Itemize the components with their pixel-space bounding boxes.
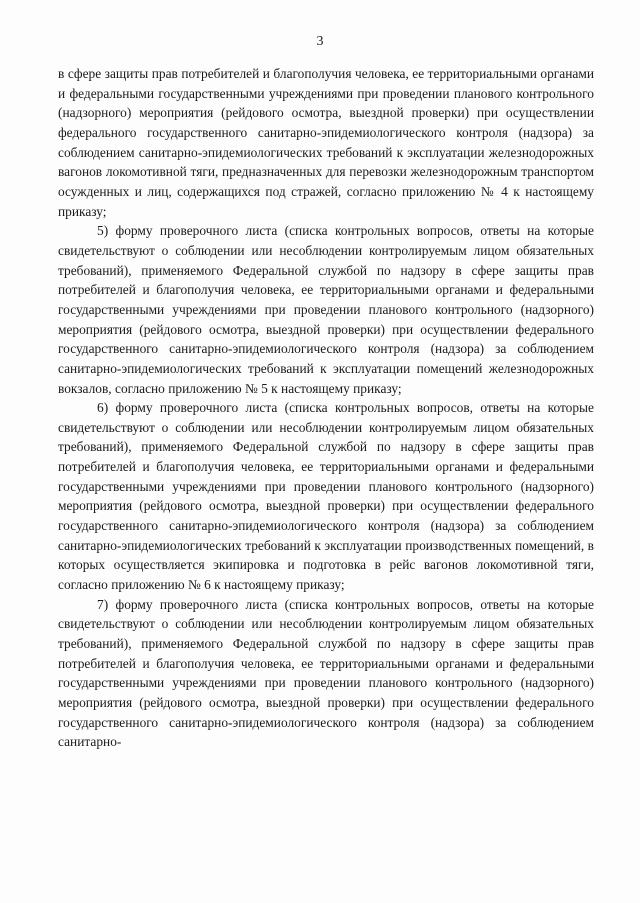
page-number: 3: [316, 34, 324, 49]
paragraph-continuation: в сфере защиты прав потребителей и благополучия человека, ее территориальными органами и федеральными государственными учреждениями при проведении планового контрольного (надзорного) мероприятия (рейдового осмотра, выездной проверки) при осуществлении федерального государственного санитарно-эпидемиологического контроля (надзора) за соблюдением санитарно-эпидемиологических требований к эксплуатации железнодорожных вагонов локомотивной тяги, предназначенных для перевозки железнодорожным транспортом осужденных и лиц, содержащихся под стражей, согласно приложению № 4 к настоящему приказу;: [58, 66, 594, 219]
paragraph-item-7: 7) форму проверочного листа (списка контрольных вопросов, ответы на которые свидетельствуют о соблюдении или несоблюдении контролируемым лицом обязательных требований), применяемого Федеральной службой по надзору в сфере защиты прав потребителей и благополучия человека, ее территориальными органами и федеральными государственными учреждениями при проведении планового контрольного (надзорного) мероприятия (рейдового осмотра, выездной проверки) при осуществлении федерального государственного санитарно-эпидемиологического контроля (надзора) за соблюдением санитарно-: [58, 596, 594, 750]
paragraph-item-6: 6) форму проверочного листа (списка контрольных вопросов, ответы на которые свидетельствуют о соблюдении или несоблюдении контролируемым лицом обязательных требований), применяемого Федеральной службой по надзору в сфере защиты прав потребителей и благополучия человека, ее территориальными органами и федеральными государственными учреждениями при проведении планового контрольного (надзорного) мероприятия (рейдового осмотра, выездной проверки) при осуществлении федерального государственного санитарно-эпидемиологического контроля (надзора) за соблюдением санитарно-эпидемиологических требований к эксплуатации производственных помещений, в которых осуществляется экипировка и подготовка в рейс вагонов локомотивной тяги, согласно приложению № 6 к настоящему приказу;: [58, 400, 594, 593]
paragraph-item-5: 5) форму проверочного листа (списка контрольных вопросов, ответы на которые свидетельствуют о соблюдении или несоблюдении контролируемым лицом обязательных требований), применяемого Федеральной службой по надзору в сфере защиты прав потребителей и благополучия человека, ее территориальными органами и федеральными государственными учреждениями при проведении планового контрольного (надзорного) мероприятия (рейдового осмотра, выездной проверки) при осуществлении федерального государственного санитарно-эпидемиологического контроля (надзора) за соблюдением санитарно-эпидемиологических требований к эксплуатации помещений железнодорожных вокзалов, согласно приложению № 5 к настоящему приказу;: [58, 223, 594, 396]
document-body: [58, 64, 594, 752]
